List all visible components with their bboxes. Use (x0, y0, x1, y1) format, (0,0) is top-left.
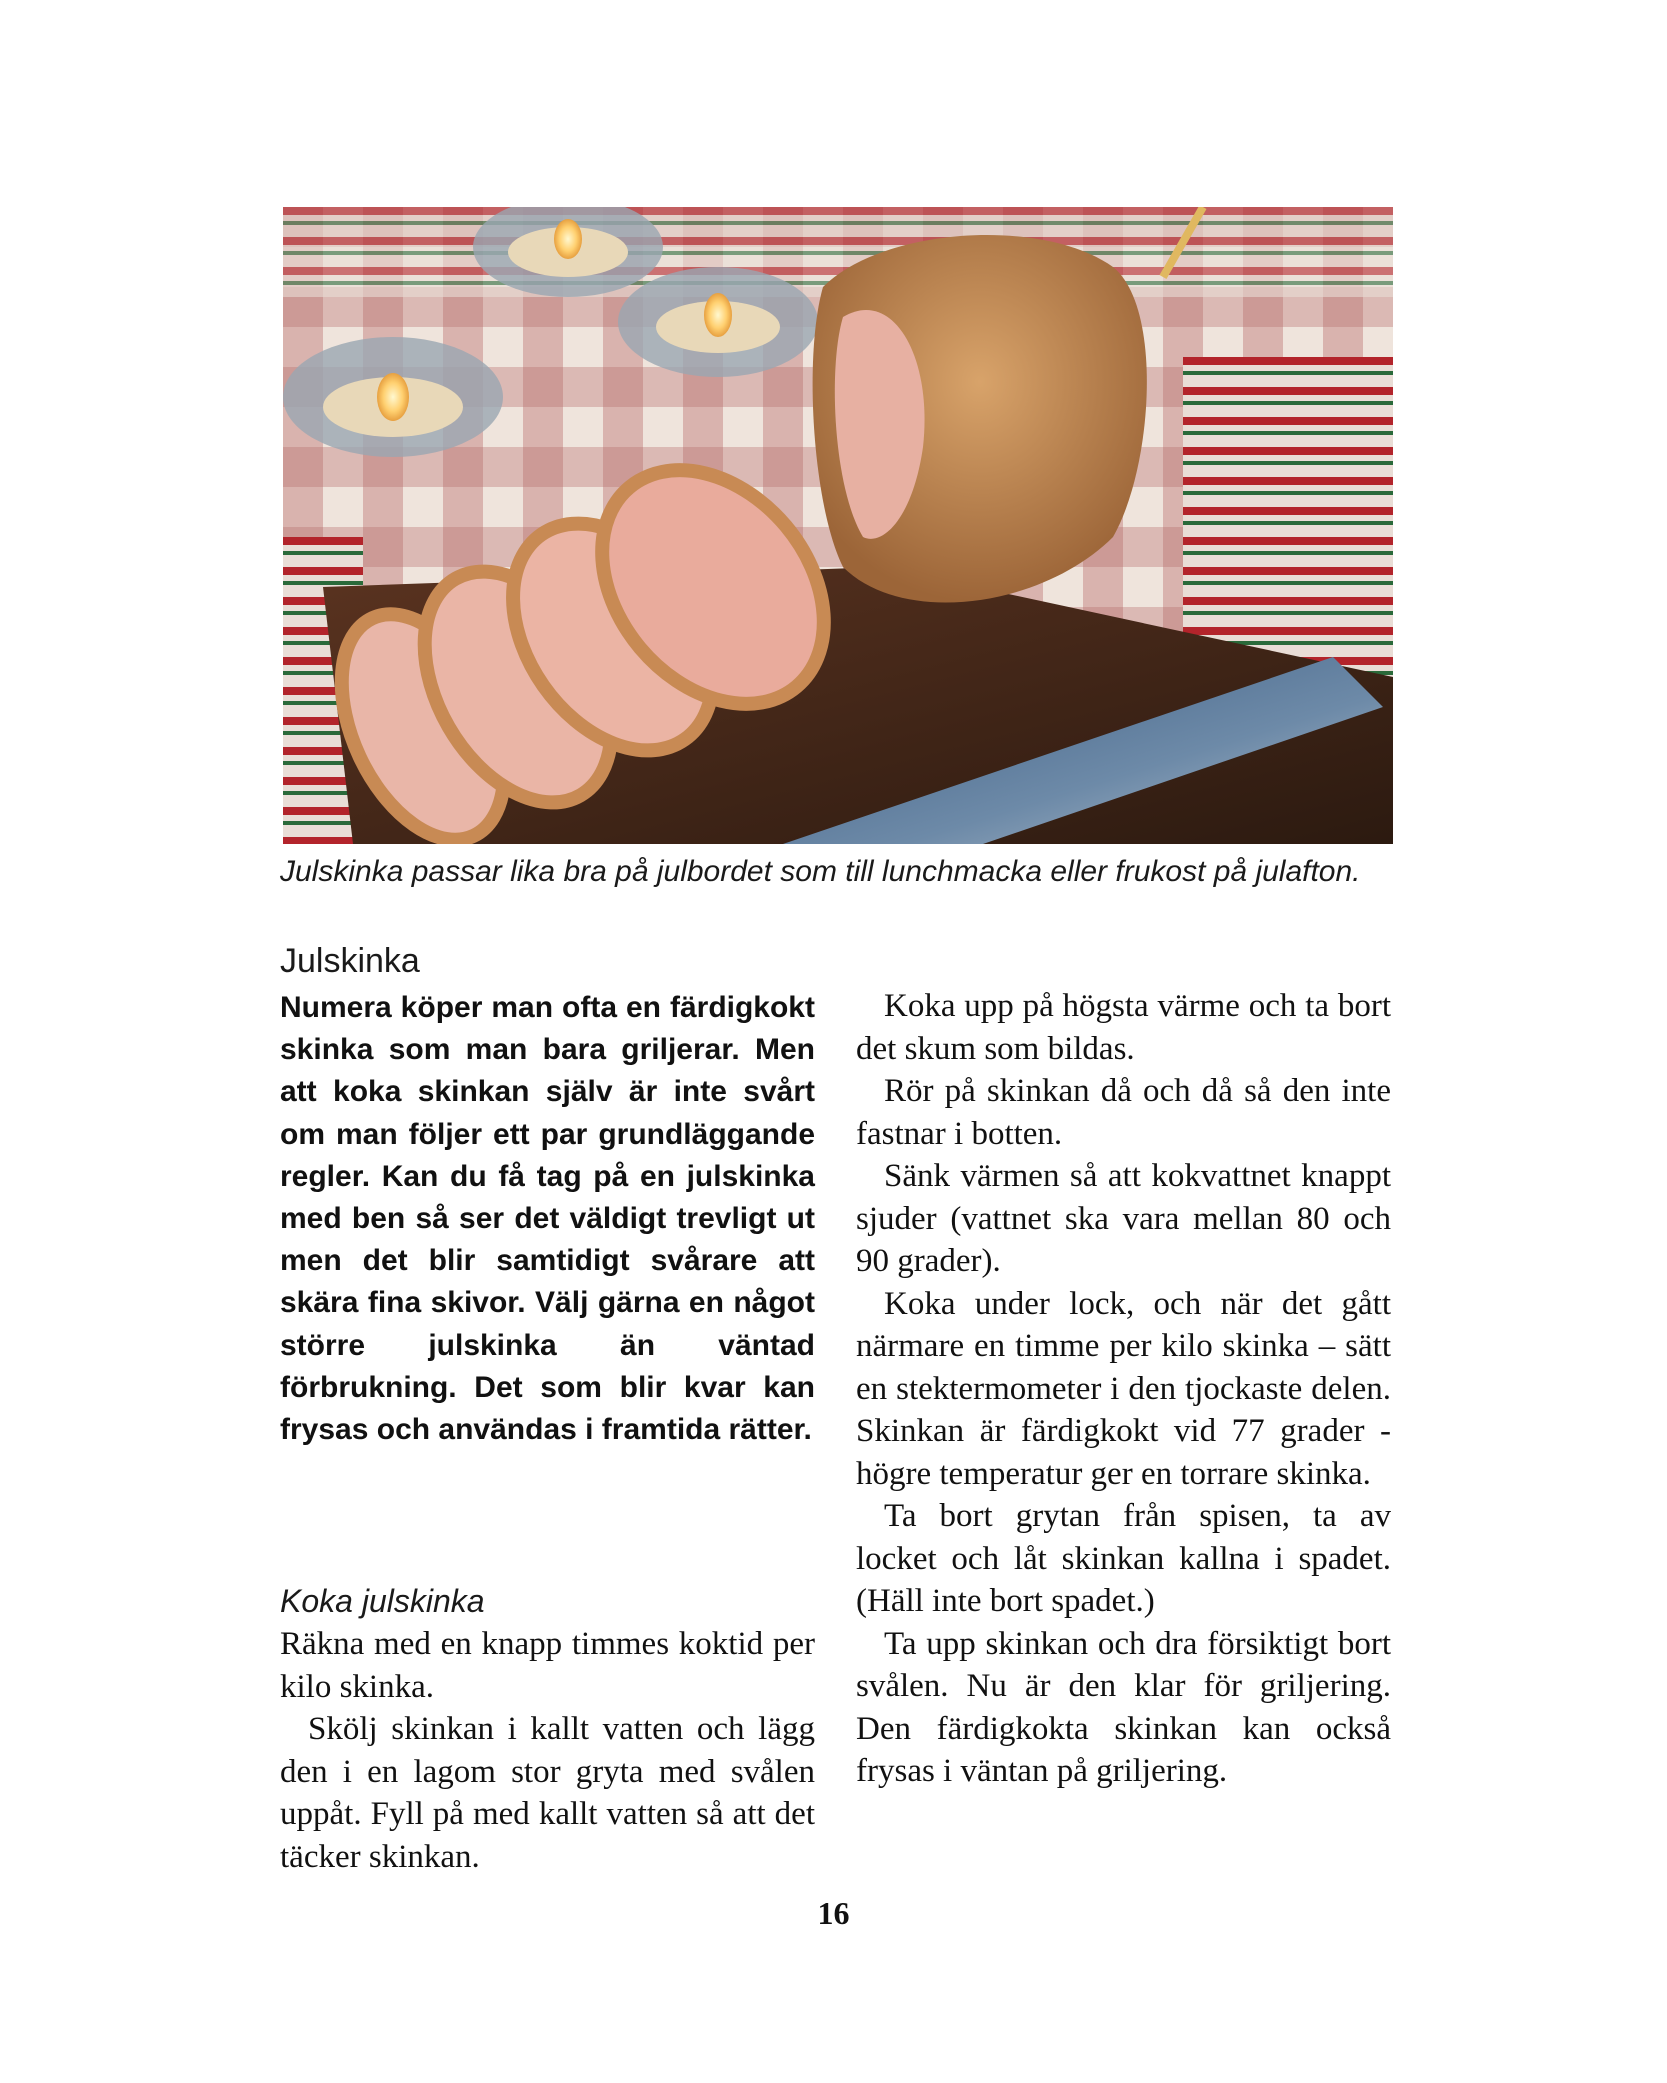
sub-heading: Koka julskinka (280, 1583, 485, 1619)
photo-caption: Julskinka passar lika bra på julbordet som till lunchmacka eller frukost på julafton. (280, 855, 1361, 888)
ham-illustration (283, 207, 1393, 844)
body-paragraph: Koka upp på högsta värme och ta bort det skum som bildas. (856, 988, 1391, 1067)
body-paragraph: Skölj skinkan i kallt vatten och lägg den i en lagom stor gryta med svålen uppåt. Fyll på med kallt vatten så att det täcker skinkan. (280, 1711, 815, 1875)
body-paragraph: Ta upp skinkan och dra försiktigt bort svålen. Nu är den klar för griljering. Den färdigkokta skinkan kan också frysas i väntan på griljering. (856, 1625, 1391, 1789)
body-paragraph: Sänk värmen så att kokvattnet knappt sjuder (vattnet ska vara mellan 80 och 90 grader). (856, 1158, 1391, 1279)
body-paragraph: Rör på skinkan då och då så den inte fastnar i botten. (856, 1073, 1391, 1152)
candle-1 (283, 337, 503, 457)
body-paragraph: Ta bort grytan från spisen, ta av locket och låt skinkan kallna i spadet. (Häll inte bort spadet.) (856, 1498, 1391, 1619)
body-paragraph: Koka under lock, och när det gått närmare en timme per kilo skinka – sätt en stektermometer i den tjockaste delen. Skinkan är färdigkokt vid 77 grader - högre temperatur ger en torrare skinka. (856, 1285, 1391, 1492)
body-paragraph: Räkna med en knapp timmes koktid per kilo skinka. (280, 1626, 815, 1705)
left-column-body (280, 1623, 815, 1878)
section-heading: Julskinka (280, 942, 420, 980)
ham-photo (283, 207, 1393, 844)
lead-paragraph: Numera köper man ofta en färdigkokt skinka som man bara griljerar. Men att koka skinkan själv är inte svårt om man följer ett par grundläggande regler. Kan du få tag på en julskinka med ben så ser det väldigt trevligt ut men det blir samtidigt svårare att skära fina skivor. Välj gärna en något större julskinka än väntad förbrukning. Det som blir kvar kan frysas och användas i framtida rätter. (280, 991, 815, 1447)
candle-3 (618, 267, 818, 377)
page-number: 16 (817, 1895, 850, 1931)
right-column-body (856, 985, 1391, 1793)
